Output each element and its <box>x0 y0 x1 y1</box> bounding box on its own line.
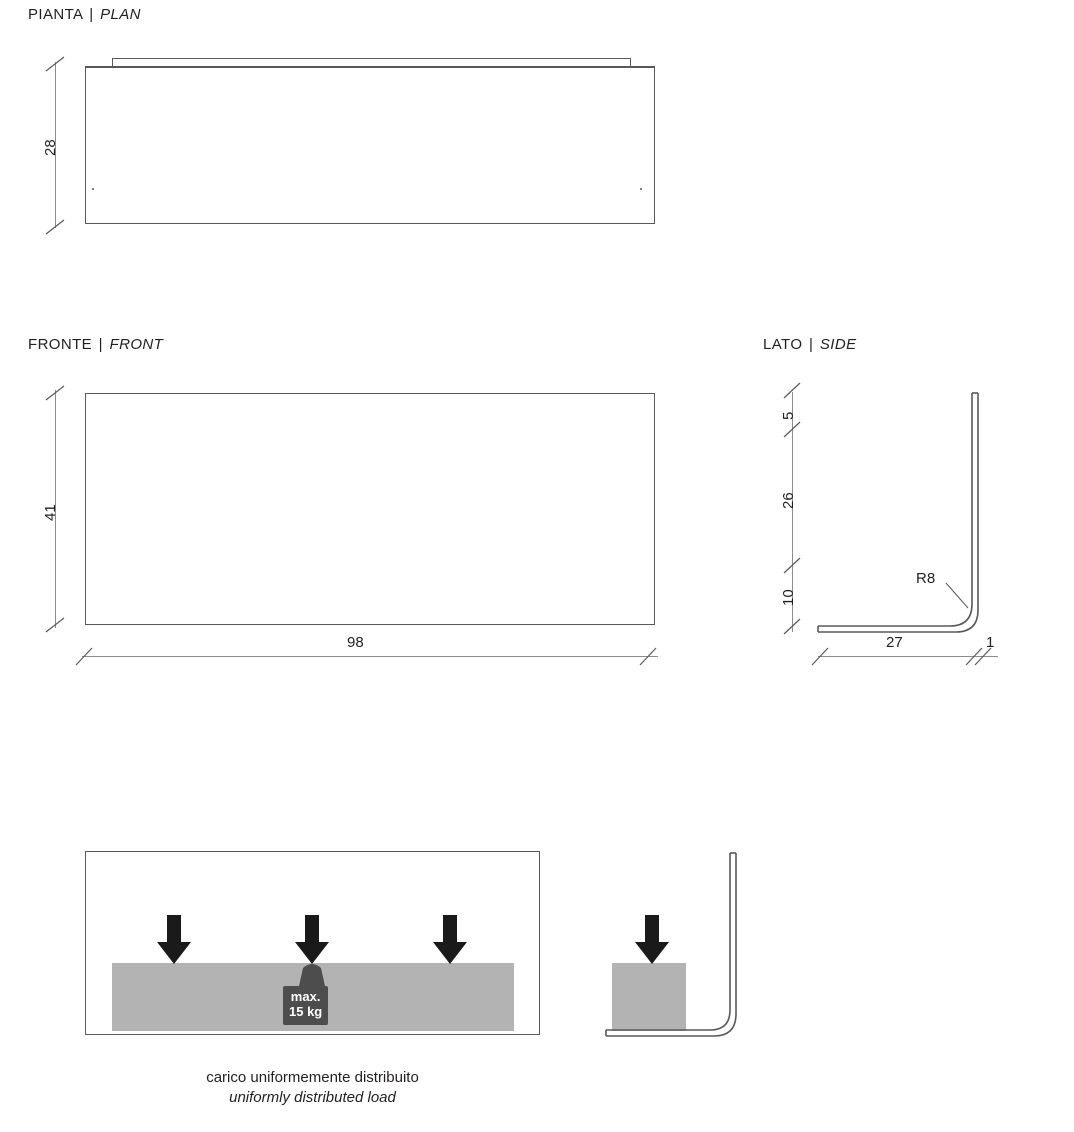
load-side-fill <box>612 963 686 1031</box>
load-caption-it: carico uniformemente distribuito <box>206 1069 419 1086</box>
plan-fixing-hole-right <box>640 188 642 190</box>
side-dim-top-value: 5 <box>780 411 797 420</box>
front-height-dim-value: 41 <box>42 504 59 521</box>
view-title-plan-it: PIANTA <box>28 6 83 23</box>
plan-body-outline <box>85 67 655 224</box>
max-load-badge <box>283 986 328 1025</box>
max-load-line2: 15 kg <box>289 1003 323 1019</box>
load-caption-en: uniformly distributed load <box>229 1089 396 1107</box>
load-caption <box>85 1068 540 1109</box>
plan-lip-edge-left <box>112 58 113 67</box>
view-title-side <box>763 336 856 353</box>
front-body-outline <box>85 393 655 625</box>
plan-lip-line-bottom <box>85 66 655 67</box>
plan-fixing-hole-left <box>92 188 94 190</box>
side-dim-middle-value: 26 <box>780 492 797 509</box>
side-dim-bottom-value: 10 <box>780 589 797 606</box>
radius-leader-line <box>946 583 968 608</box>
plan-lip-line-top <box>112 58 630 59</box>
view-title-front <box>28 336 163 353</box>
side-depth-dim-line <box>818 656 998 657</box>
side-thickness-dim-value: 1 <box>986 634 995 651</box>
side-depth-dim-value: 27 <box>886 634 903 651</box>
side-profile-path <box>818 393 978 632</box>
front-width-dim-value: 98 <box>347 634 364 651</box>
load-arrows-side <box>635 915 669 964</box>
max-load-line1: max. <box>290 989 321 1004</box>
view-title-front-it: FRONTE <box>28 336 93 353</box>
front-width-dim-line <box>82 656 658 657</box>
plan-lip-edge-right <box>630 58 631 67</box>
side-radius-callout-value: R8 <box>916 570 936 587</box>
view-title-plan <box>28 6 141 23</box>
view-title-front-separator: | <box>98 336 103 353</box>
view-title-plan-separator: | <box>89 6 94 23</box>
view-title-side-en: SIDE <box>819 336 857 353</box>
view-title-side-it: LATO <box>763 336 803 353</box>
plan-depth-dim-value: 28 <box>42 139 59 156</box>
view-title-plan-en: PLAN <box>100 6 141 23</box>
view-title-side-separator: | <box>808 336 814 353</box>
view-title-front-en: FRONT <box>109 336 164 353</box>
